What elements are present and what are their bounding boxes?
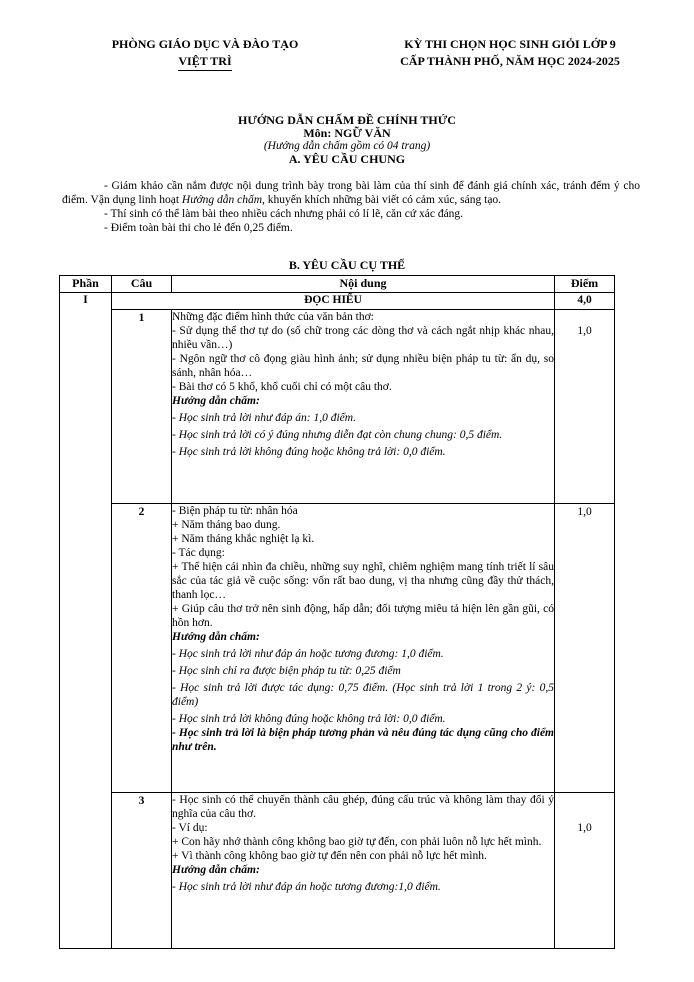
question-score: 1,0 [577,822,592,834]
exam-level-year: CẤP THÀNH PHỐ, NĂM HỌC 2024-2025 [400,54,620,68]
department-name: PHÒNG GIÁO DỤC VÀ ĐÀO TẠO [111,37,299,51]
header-content: Nội dung [172,276,555,293]
general-paragraph-1: - Giám khảo cần nắm được nội dung trình bày trong bài làm của thí sinh để đánh giá chính xác, tránh đếm ý cho điểm. Vận dụng linh hoạt Hướng dẫn chấm, khuyến khích những bài viết có cảm xúc, sáng tạo. [62,180,640,206]
table-row [60,310,615,504]
part-score: 4,0 [555,293,615,310]
general-paragraph-3: - Điểm toàn bài thi cho lẻ đến 0,25 điểm. [104,222,293,234]
header-right [365,36,655,70]
header-question: Câu [112,276,172,293]
city-name: VIỆT TRÌ [178,53,231,71]
table-row [60,793,615,949]
question-number: 2 [112,504,172,793]
exam-name: KỲ THI CHỌN HỌC SINH GIỎI LỚP 9 [404,37,616,51]
section-a-heading: A. YÊU CẦU CHUNG [288,152,406,166]
question-number: 1 [112,310,172,504]
question-content: Những đặc điểm hình thức của văn bản thơ: - Sử dụng thể thơ tự do (số chữ trong các dòng thơ và cách ngắt nhịp khác nhau, nhiều vần…) - Ngôn ngữ thơ cô đọng giàu hình ảnh; sử dụng nhiều biện pháp tu từ: ẩn dụ, so sánh, nhân hóa… - Bài thơ có 5 khổ, khổ cuối chỉ có một câu thơ. Hướng dẫn chấm: - Học sinh trả lời như đáp án: 1,0 điểm. - Học sinh trả lời có ý đúng nhưng diễn đạt còn chung chung: 0,5 điểm. - Học sinh trả lời không đúng hoặc không trả lời: 0,0 điểm. [172,310,555,504]
question-number: 3 [112,793,172,949]
header-left [80,36,330,71]
subject: Môn: NGỮ VĂN [303,126,391,140]
general-requirements [62,179,640,235]
part-row [60,293,615,310]
question-content: - Biện pháp tu từ: nhân hóa + Năm tháng bao dung. + Năm tháng khắc nghiệt lạ kì. - Tác dụng: + Thể hiện cái nhìn đa chiều, những suy nghĩ, chiêm nghiệm mang tính triết lí sâu sắc của tác giả về cuộc sống: vốn rất bao dung, vị tha nhưng cũng đầy thử thách, thanh lọc… + Giúp câu thơ trở nên sinh động, hấp dẫn; đối tượng miêu tả hiện lên gần gũi, có hồn hơn. Hướng dẫn chấm: - Học sinh trả lời như đáp án hoặc tương đương: 1,0 điểm. - Học sinh chỉ ra được biện pháp tu từ: 0,25 điểm - Học sinh trả lời được tác dụng: 0,75 điểm. (Học sinh trả lời 1 trong 2 ý: 0,5 điểm) - Học sinh trả lời không đúng hoặc không trả lời: 0,0 điểm. - Học sinh trả lời là biện pháp tương phản và nêu đúng tác dụng cũng cho điểm như trên. [172,504,555,793]
part-title: ĐỌC HIỂU [112,293,555,310]
general-paragraph-2: - Thí sinh có thể làm bài theo nhiều cách nhưng phải có lí lẽ, căn cứ xác đáng. [104,208,464,220]
question-score: 1,0 [577,325,592,337]
question-content: - Học sinh có thể chuyển thành câu ghép, đúng cấu trúc và không làm thay đổi ý nghĩa của câu thơ. - Ví dụ: + Con hãy nhớ thành công không bao giờ tự đến, con phải luôn nỗ lực hết mình. + Vì thành công không bao giờ tự đến nên con phải nỗ lực hết mình. Hướng dẫn chấm: - Học sinh trả lời như đáp án hoặc tương đương:1,0 điểm. [172,793,555,949]
table-row [60,504,615,793]
grading-table [59,275,615,949]
doc-title: HƯỚNG DẪN CHẤM ĐỀ CHÍNH THỨC [238,113,456,127]
part-label: I [60,293,112,949]
section-b-heading: B. YÊU CẦU CỤ THỂ [288,258,406,272]
table-header-row [60,276,615,293]
page-count-note: (Hướng dẫn chấm gồm có 04 trang) [263,140,431,152]
question-score: 1,0 [577,506,592,518]
header-score: Điểm [555,276,615,293]
title-block [0,114,694,166]
header-part: Phần [60,276,112,293]
